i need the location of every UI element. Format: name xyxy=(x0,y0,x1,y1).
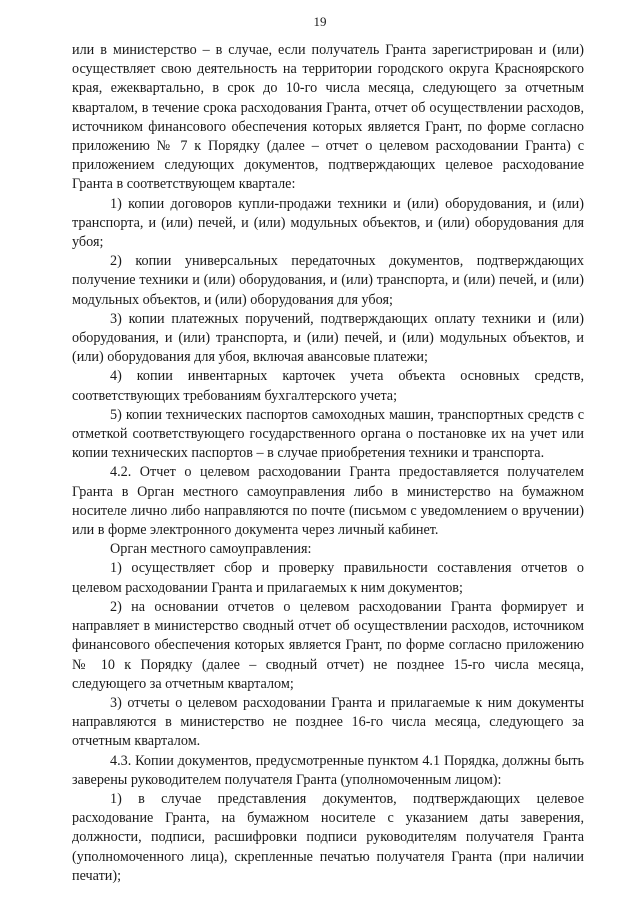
paragraph: 2) на основании отчетов о целевом расходовании Гранта формирует и направляет в министерство сводный отчет об осуществлении расходов, источником финансового обеспечения которых является Грант, по форме согласно приложению № 10 к Порядку (далее – сводный отчет) не позднее 15-го числа месяца, следующего за отчетным кварталом; xyxy=(72,598,584,692)
paragraph: 1) в случае представления документов, подтверждающих целевое расходование Гранта, на бумажном носителе с указанием даты заверения, должности, подписи, расшифровки подписи руководителям получателя Гранта (уполномоченного лица), скрепленные печатью получателя Гранта (при наличии печати); xyxy=(72,790,584,884)
paragraph: 4.2. Отчет о целевом расходовании Гранта предоставляется получателем Гранта в Орган местного самоуправления либо в министерство на бумажном носителе лично либо направляются по почте (письмом с уведомлением о вручении) или в форме электронного документа через личный кабинет. xyxy=(72,464,584,539)
page-number: 19 xyxy=(313,14,327,29)
paragraph: 3) отчеты о целевом расходовании Гранта и прилагаемые к ним документы направляются в министерство не позднее 16-го числа месяца, следующего за отчетным кварталом. xyxy=(72,694,584,750)
paragraph: 1) осуществляет сбор и проверку правильности составления отчетов о целевом расходовании Гранта и прилагаемых к ним документов; xyxy=(72,560,584,596)
paragraph: 4.3. Копии документов, предусмотренные пунктом 4.1 Порядка, должны быть заверены руководителем получателя Гранта (уполномоченным лицом): xyxy=(72,752,584,788)
paragraph: 2) копии универсальных передаточных документов, подтверждающих получение техники и (или) оборудования, и (или) транспорта, и (или) печей, и (или) модульных объектов, и (или) оборудования для убоя; xyxy=(72,253,584,308)
paragraph: 4) копии инвентарных карточек учета объекта основных средств, соответствующих требованиям бухгалтерского учета; xyxy=(72,368,584,404)
paragraph: или в министерство – в случае, если получатель Гранта зарегистрирован и (или) осуществляет свою деятельность на территории городского округа Красноярского края, ежеквартально, в срок до 10-го числа месяца, следующего за отчетным кварталом, в течение срока расходования Гранта, отчет об осуществлении расходов, источником финансового обеспечения которых является Грант, по форме согласно приложению № 7 к Порядку (далее – отчет о целевом расходовании Гранта) с приложением следующих документов, подтверждающих целевое расходование Гранта в соответствующем квартале: xyxy=(72,42,584,193)
paragraph: 5) копии технических паспортов самоходных машин, транспортных средств с отметкой соответствующего государственного органа о постановке их на учет или копии технических паспортов – в случае приобретения техники и транспорта. xyxy=(72,406,584,462)
paragraph: 1) копии договоров купли-продажи техники и (или) оборудования, и (или) транспорта, и (или) печей, и (или) модульных объектов, и (или) оборудования для убоя; xyxy=(72,195,584,251)
paragraph: Орган местного самоуправления: xyxy=(110,541,312,558)
paragraph: 3) копии платежных поручений, подтверждающих оплату техники и (или) оборудования, и (или) транспорта, и (или) печей, и (или) модульных объектов, и (или) оборудования для убоя, включая авансовые платежи; xyxy=(72,310,584,366)
document-body xyxy=(72,41,584,886)
